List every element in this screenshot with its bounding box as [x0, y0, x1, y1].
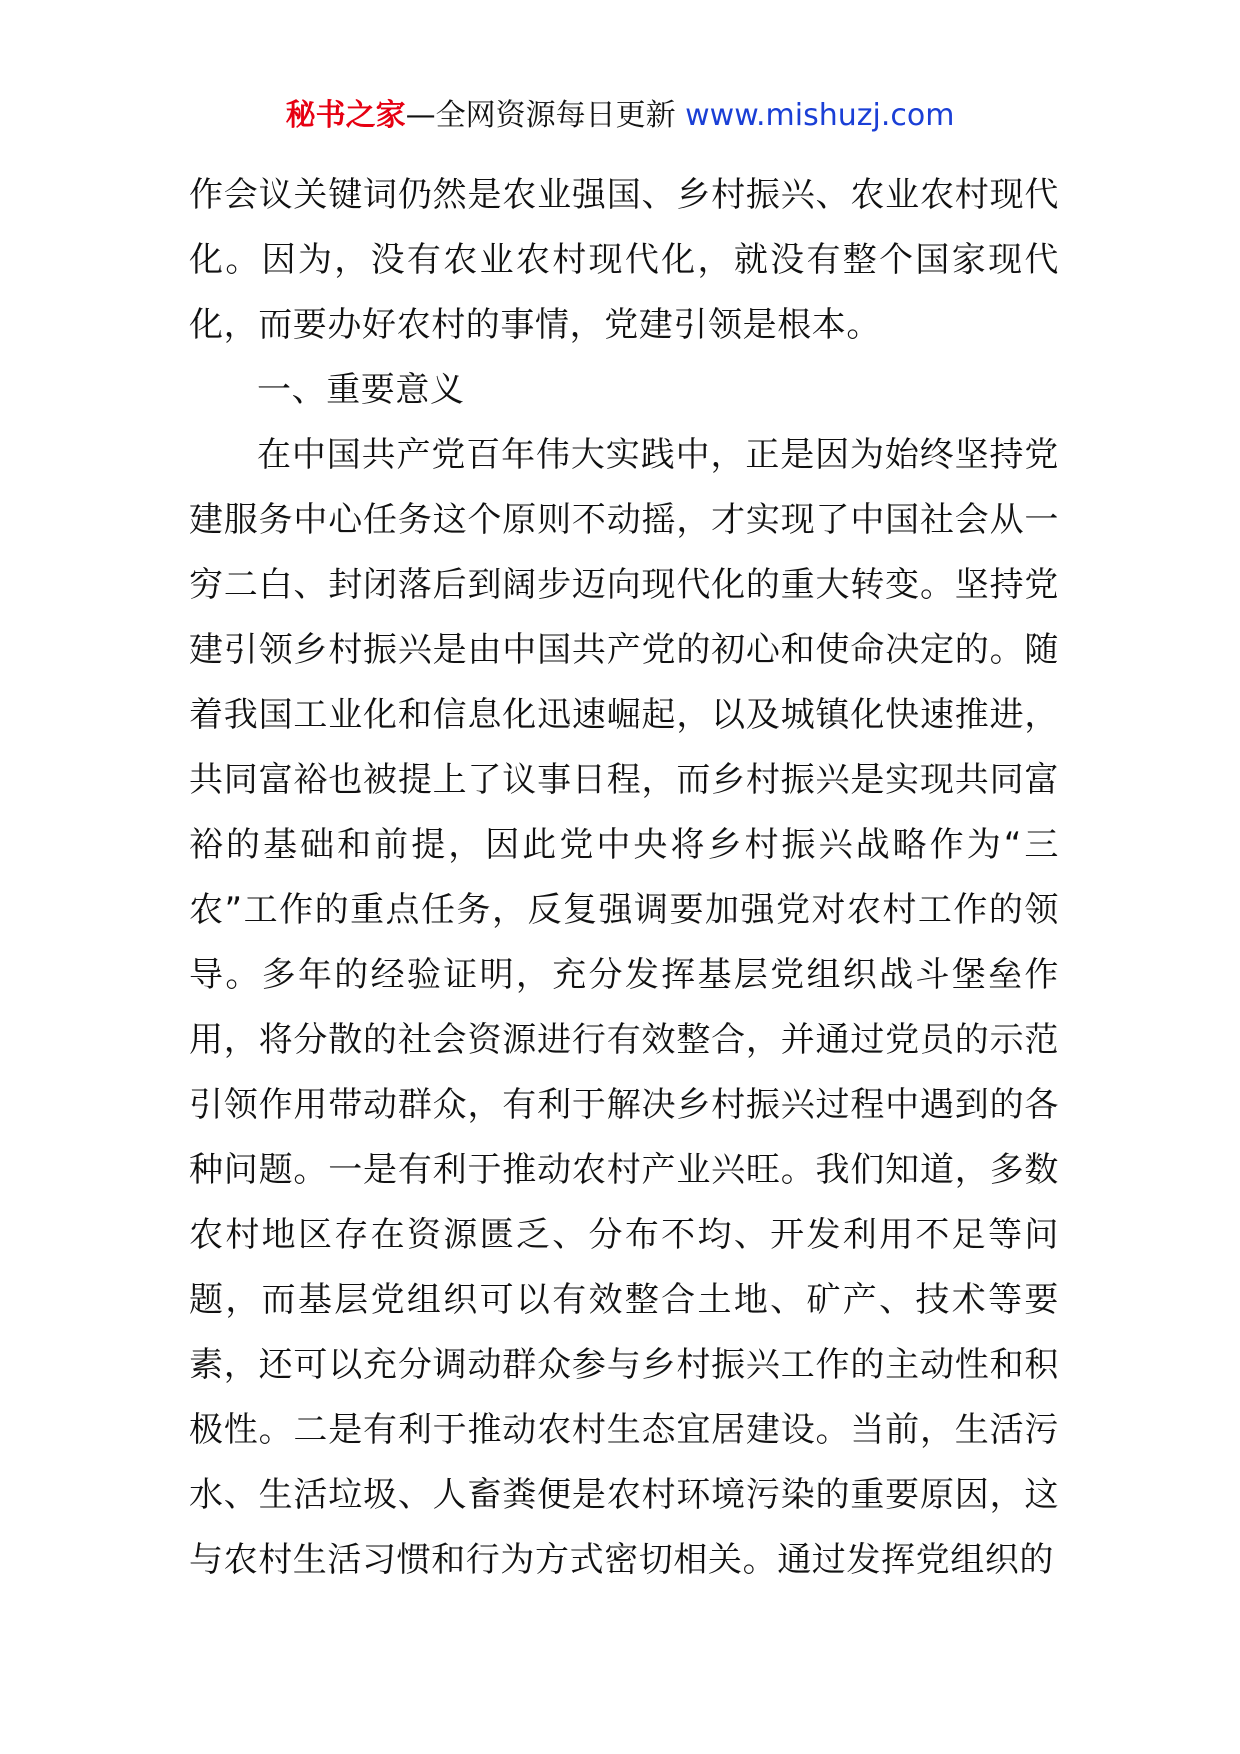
brand-name: 秘书之家 — [285, 98, 406, 133]
page-header — [0, 96, 1240, 136]
body-paragraph: 在中国共产党百年伟大实践中，正是因为始终坚持党建服务中心任务这个原则不动摇，才实现了中国社会从一穷二白、封闭落后到阔步迈向现代化的重大转变。坚持党建引领乡村振兴是由中国共产党的初心和使命决定的。随着我国工业化和信息化迅速崛起，以及城镇化快速推进，共同富裕也被提上了议事日程，而乡村振兴是实现共同富裕的基础和前提，因此党中央将乡村振兴战略作为“三农”工作的重点任务，反复强调要加强党对农村工作的领导。多年的经验证明，充分发挥基层党组织战斗堡垒作用，将分散的社会资源进行有效整合，并通过党员的示范引领作用带动群众，有利于解决乡村振兴过程中遇到的各种问题。一是有利于推动农村产业兴旺。我们知道，多数农村地区存在资源匮乏、分布不均、开发利用不足等问题，而基层党组织可以有效整合土地、矿产、技术等要素，还可以充分调动群众参与乡村振兴工作的主动性和积极性。二是有利于推动农村生态宜居建设。当前，生活污水、生活垃圾、人畜粪便是农村环境污染的重要原因，这与农村生活习惯和行为方式密切相关。通过发挥党组织的 — [189, 435, 1059, 1580]
body-paragraph: 作会议关键词仍然是农业强国、乡村振兴、农业农村现代化。因为，没有农业农村现代化，就没有整个国家现代化，而要办好农村的事情，党建引领是根本。 — [189, 175, 1059, 345]
document-body — [189, 163, 1059, 1593]
section-heading: 一、重要意义 — [257, 370, 465, 410]
site-url-link[interactable]: www.mishuzj.com — [685, 98, 955, 133]
header-slogan: —全网资源每日更新 — [405, 98, 686, 133]
